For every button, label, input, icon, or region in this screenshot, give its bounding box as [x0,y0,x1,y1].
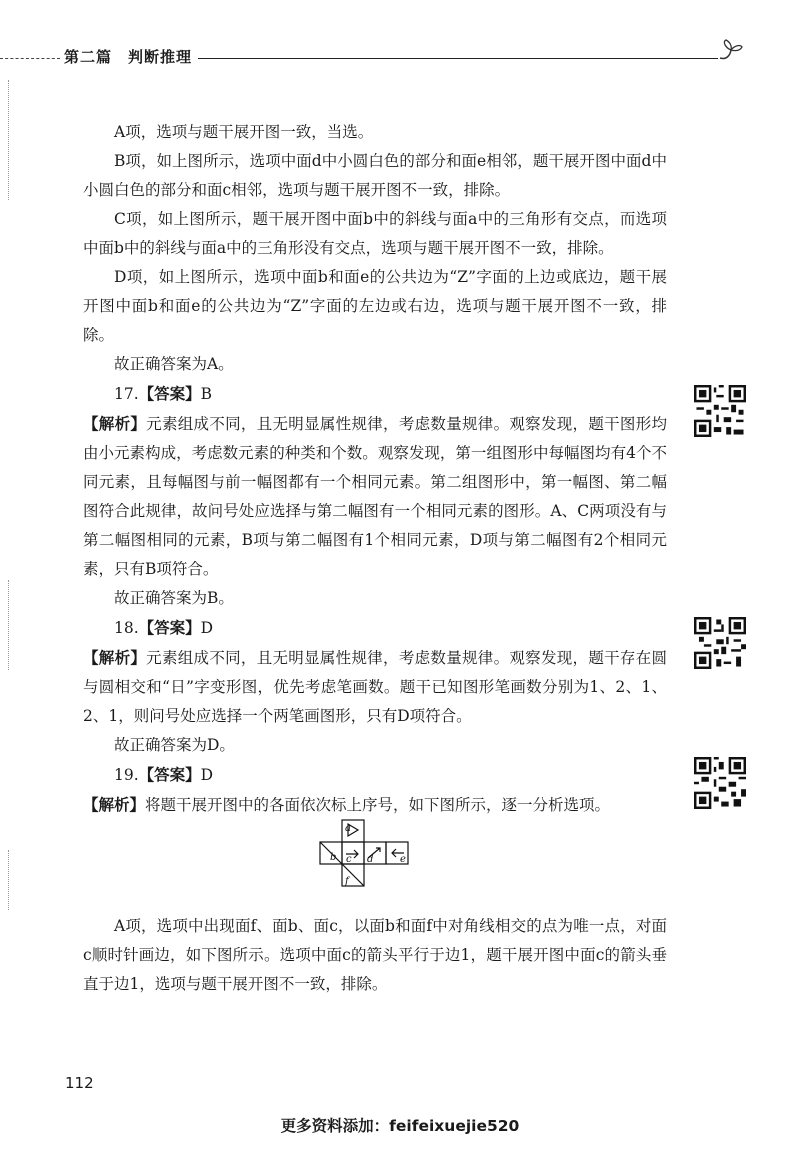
paragraph: B项，如上图所示，选项中面d中小圆白色的部分和面e相邻，题干展开图中面d中小圆白色的部分和面c相邻，选项与题干展开图不一致，排除。 [83,152,667,199]
binding-margin-line [8,80,9,200]
section-title: 第二篇 判断推理 [64,48,193,66]
paragraph: A项，选项中出现面f、面b、面c，以面b和面f中对角线相交的点为唯一点，对面c顺时针画边，如下图所示。选项中面c的箭头平行于边1，题干展开图中面c的箭头垂直于边1，选项与题干展开图不一致，排除。 [83,917,667,993]
paragraph: 故正确答案为B。 [114,589,234,607]
question-19-answer: 19.【答案】D [114,765,214,784]
face-label: f [345,876,349,887]
paragraph: A项，选项与题干展开图一致，当选。 [114,123,374,141]
paragraph: C项，如上图所示，题干展开图中面b中的斜线与面a中的三角形有交点，而选项中面b中的斜线与面a中的三角形没有交点，选项与题干展开图不一致，排除。 [83,210,667,257]
footer-note: 更多资料添加：feifeixuejie520 [280,1117,520,1135]
face-label: a [345,823,351,834]
binding-margin-line [8,580,9,670]
question-17-answer: 17.【答案】B [114,384,213,403]
face-label: b [330,852,337,863]
qr-code-icon[interactable] [694,617,746,669]
paragraph: D项，如上图所示，选项中面b和面e的公共边为“Z”字面的上边或底边，题干展开图中面b和面e的公共边为“Z”字面的左边或右边，选项与题干展开图不一致，排除。 [83,268,667,344]
question-19-analysis: 【解析】将题干展开图中的各面依次标上序号，如下图所示，逐一分析选项。 [83,795,611,814]
header-dotted-line [0,58,60,59]
page-header [0,44,800,74]
face-label: e [400,854,406,865]
qr-code-icon[interactable] [694,757,746,809]
cube-net-figure [318,818,418,890]
header-rule [198,58,718,59]
face-label: d [367,854,374,865]
question-18-answer: 18.【答案】D [114,618,214,637]
binding-margin-line [8,850,9,910]
page-number: 112 [65,1074,94,1092]
paragraph: 故正确答案为D。 [114,736,235,754]
question-17-analysis: 【解析】元素组成不同，且无明显属性规律，考虑数量规律。观察发现，题干图形均由小元素构成，考虑数元素的种类和个数。观察发现，第一组图形中每幅图均有4个不同元素，且每幅图与前一幅图都有一个相同元素。第二组图形中，第一幅图、第二幅图符合此规律，故问号处应选择与第二幅图有一个相同元素的图形。A、C两项没有与第二幅图相同的元素，B项与第二幅图有1个相同元素，D项与第二幅图有2个相同元素，只有B项符合。 [83,414,667,578]
leaf-sprout-icon [716,36,746,66]
question-18-analysis: 【解析】元素组成不同，且无明显属性规律，考虑数量规律。观察发现，题干存在圆与圆相交和“日”字变形图，优先考虑笔画数。题干已知图形笔画数分别为1、2、1、2、1，则问号处应选择一个两笔画图形，只有D项符合。 [83,648,667,725]
face-label: c [346,854,352,865]
paragraph: 故正确答案为A。 [114,355,234,373]
qr-code-icon[interactable] [694,385,746,437]
